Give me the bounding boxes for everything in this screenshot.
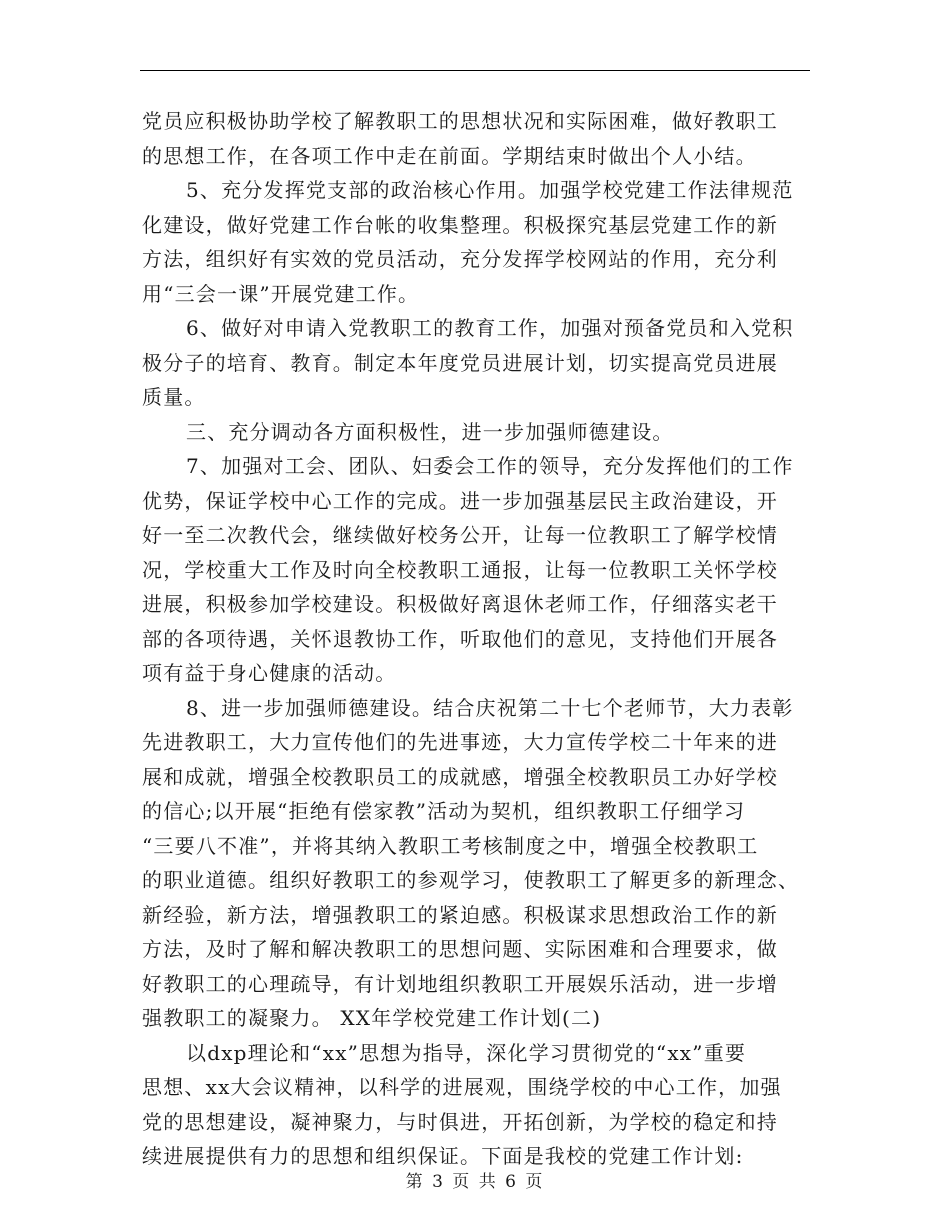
text-line: 党员应积极协助学校了解教职工的思想状况和实际困难，做好教职工 bbox=[142, 109, 778, 133]
text-line: 项有益于身心健康的活动。 bbox=[142, 661, 397, 685]
text-line: 质量。 bbox=[142, 385, 206, 409]
text-line: 党的思想建设，凝神聚力，与时俱进，开拓创新，为学校的稳定和持 bbox=[142, 1109, 778, 1134]
document-body bbox=[142, 104, 807, 1174]
text-line: 进展，积极参加学校建设。积极做好离退休老师工作，仔细落实老干 bbox=[142, 592, 778, 616]
text-line: 以dxp理论和“xx”思想为指导，深化学习贯彻党的“xx”重要 bbox=[186, 1040, 747, 1065]
text-line: 况，学校重大工作及时向全校教职工通报，让每一位教职工关怀学校 bbox=[142, 557, 778, 582]
text-line: 的思想工作，在各项工作中走在前面。学期结束时做出个人小结。 bbox=[142, 143, 757, 168]
text-line: 优势，保证学校中心工作的完成。进一步加强基层民主政治建设，开 bbox=[142, 488, 778, 513]
text-line: 的信心;以开展“拒绝有偿家教”活动为契机，组织教职工仔细学习 bbox=[142, 799, 746, 823]
text-line: 的职业道德。组织好教职工的参观学习，使教职工了解更多的新理念、 bbox=[142, 868, 800, 892]
text-line: 8、进一步加强师德建设。结合庆祝第二十七个老师节，大力表彰 bbox=[186, 695, 794, 720]
text-line: 部的各项待遇，关怀退教协工作，听取他们的意见，支持他们开展各 bbox=[142, 626, 778, 651]
text-line: “三要八不准”，并将其纳入教职工考核制度之中，增强全校教职工 bbox=[142, 833, 759, 858]
text-line: 好教职工的心理疏导，有计划地组织教职工开展娱乐活动，进一步增 bbox=[142, 971, 778, 996]
header-rule bbox=[140, 70, 810, 71]
text-line: 好一至二次教代会，继续做好校务公开，让每一位教职工了解学校情 bbox=[142, 523, 778, 547]
text-line: 展和成就，增强全校教职员工的成就感，增强全校教职员工办好学校 bbox=[142, 764, 778, 789]
text-line: 先进教职工，大力宣传他们的先进事迹，大力宣传学校二十年来的进 bbox=[142, 730, 778, 754]
text-line: 续进展提供有力的思想和组织保证。下面是我校的党建工作计划: bbox=[142, 1144, 744, 1168]
page-number: 第 3 页 共 6 页 bbox=[405, 1172, 545, 1192]
section-heading: 三、充分调动各方面积极性，进一步加强师德建设。 bbox=[186, 419, 674, 444]
text-line: 强教职工的凝聚力。 XX年学校党建工作计划(二) bbox=[142, 1006, 602, 1030]
text-line: 7、加强对工会、团队、妇委会工作的领导，充分发挥他们的工作 bbox=[186, 454, 794, 478]
text-line: 新经验，新方法，增强教职工的紧迫感。积极谋求思想政治工作的新 bbox=[142, 902, 778, 927]
text-line: 方法，组织好有实效的党员活动，充分发挥学校网站的作用，充分利 bbox=[142, 247, 778, 271]
text-line: 方法，及时了解和解决教职工的思想问题、实际困难和合理要求，做 bbox=[142, 937, 778, 961]
text-line: 5、充分发挥党支部的政治核心作用。加强学校党建工作法律规范 bbox=[186, 178, 794, 202]
text-line: 化建设，做好党建工作台帐的收集整理。积极探究基层党建工作的新 bbox=[142, 212, 778, 237]
text-line: 极分子的培育、教育。制定本年度党员进展计划，切实提高党员进展 bbox=[142, 350, 778, 375]
text-line: 用“三会一课”开展党建工作。 bbox=[142, 281, 420, 306]
text-line: 思想、xx大会议精神，以科学的进展观，围绕学校的中心工作，加强 bbox=[142, 1075, 782, 1099]
text-line: 6、做好对申请入党教职工的教育工作，加强对预备党员和入党积 bbox=[186, 316, 794, 340]
